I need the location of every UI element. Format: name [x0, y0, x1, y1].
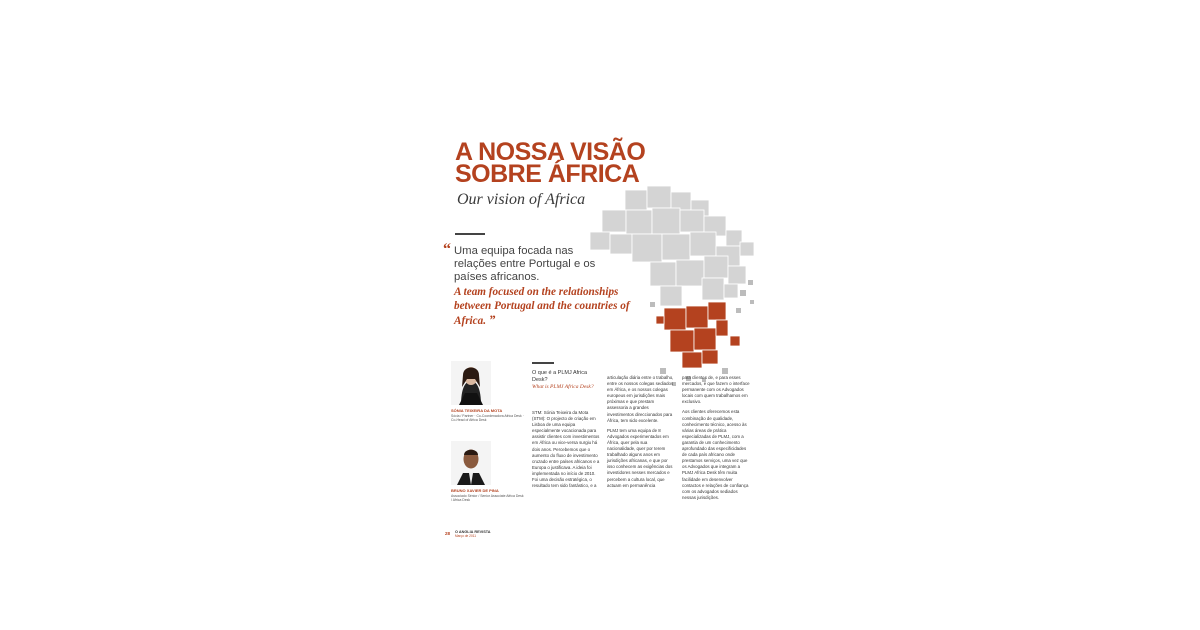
title-line-2: SOBRE ÁFRICA: [455, 160, 640, 188]
title-line-1: A NOSSA VISÃO: [455, 138, 646, 166]
page-number: 28: [445, 531, 451, 536]
magazine-name: O ANGLIA REVISTA: [455, 530, 491, 534]
text-column-2: [607, 375, 675, 493]
question-divider: [532, 362, 554, 364]
africa-map-illustration: [590, 180, 765, 400]
intro-question-portuguese: O que é a PLMJ Africa Desk?: [532, 370, 588, 383]
text-column-1: [532, 410, 600, 493]
column-1-paragraph: STM: Sónia Teixeira da Mota (STM): O projecto de criação em Lisboa de uma equipa especialmente vocacionada para assistir clientes com investimentos em África ou vice-versa surgiu há dois anos. Percebemos que o aumento do fluxo de investimento cruzado entre países africanos e a Europa o justificava. A ideia foi implementada no início de 2010. Foi uma decisão estratégica, o resultado tem sido fantástico, e a: [532, 410, 600, 489]
pullquote-english-text: A team focused on the relationships between Portugal and the countries of Africa.: [454, 286, 630, 327]
title-divider: [455, 233, 485, 235]
portrait-photo-sonia: [451, 361, 491, 405]
column-2-paragraph-2: PLMJ tem uma equipa de 8 Advogados experimentados em África, quer pela sua nacionalidade, quer por terem trabalhado alguns anos em jurisdições africanas, e que por isso conhecem as exigências dos investidores nesses mercados e percebem a cultura local, que actuam em permanência: [607, 427, 673, 488]
intro-question-english: What is PLMJ Africa Desk?: [532, 384, 594, 390]
text-column-3: [682, 375, 750, 505]
column-2-paragraph-1: articulação diária entre o trabalho, entre os nossos colegas sediados em África, e os nossos colegas europeus em jurisdições mais próximas e que prestam assessoria a grandes investimentos direccionados para África, tem sido excelente.: [607, 375, 674, 423]
person-role-2: Associado Sénior / Senior Associate Africa Desk / Africa Desk: [451, 494, 524, 502]
column-3-paragraph-1: para clientes de, e para esses mercados, e que fazem o interface permanente com os Advogados locais com quem trabalhamos em exclusivo.: [682, 375, 750, 405]
open-quote-mark: “: [443, 241, 451, 258]
person-role-1: Sócia / Partner · Co-Coordenadora Africa Desk · Co-Head of Africa Desk: [451, 414, 524, 422]
issue-date: Março de 2011: [455, 534, 477, 538]
article-title: [455, 138, 646, 188]
pullquote-portuguese: Uma equipa focada nas relações entre Portugal e os países africanos.: [454, 245, 596, 283]
magazine-page: [445, 125, 765, 540]
close-quote-mark: ”: [488, 312, 496, 327]
article-subtitle: Our vision of Africa: [457, 191, 586, 208]
person-name-2: BRUNO XAVIER DE PINA: [451, 488, 499, 493]
portrait-photo-bruno: [451, 441, 491, 485]
column-3-paragraph-2: Aos clientes oferecemos esta combinação de qualidade, conhecimento técnico, acesso às várias áreas de prática especializadas de PLMJ, com a garantia de um conhecimento aprofundado das especificidades de cada país africano onde prestamos serviços, uma vez que os Advogados que integram a PLMJ Africa Desk têm muita facilidade em desenvolver contactos e relações de confiança com os advogados sediados nessas jurisdições.: [682, 409, 749, 500]
person-name-1: SÓNIA TEIXEIRA DA MOTA: [451, 408, 503, 413]
